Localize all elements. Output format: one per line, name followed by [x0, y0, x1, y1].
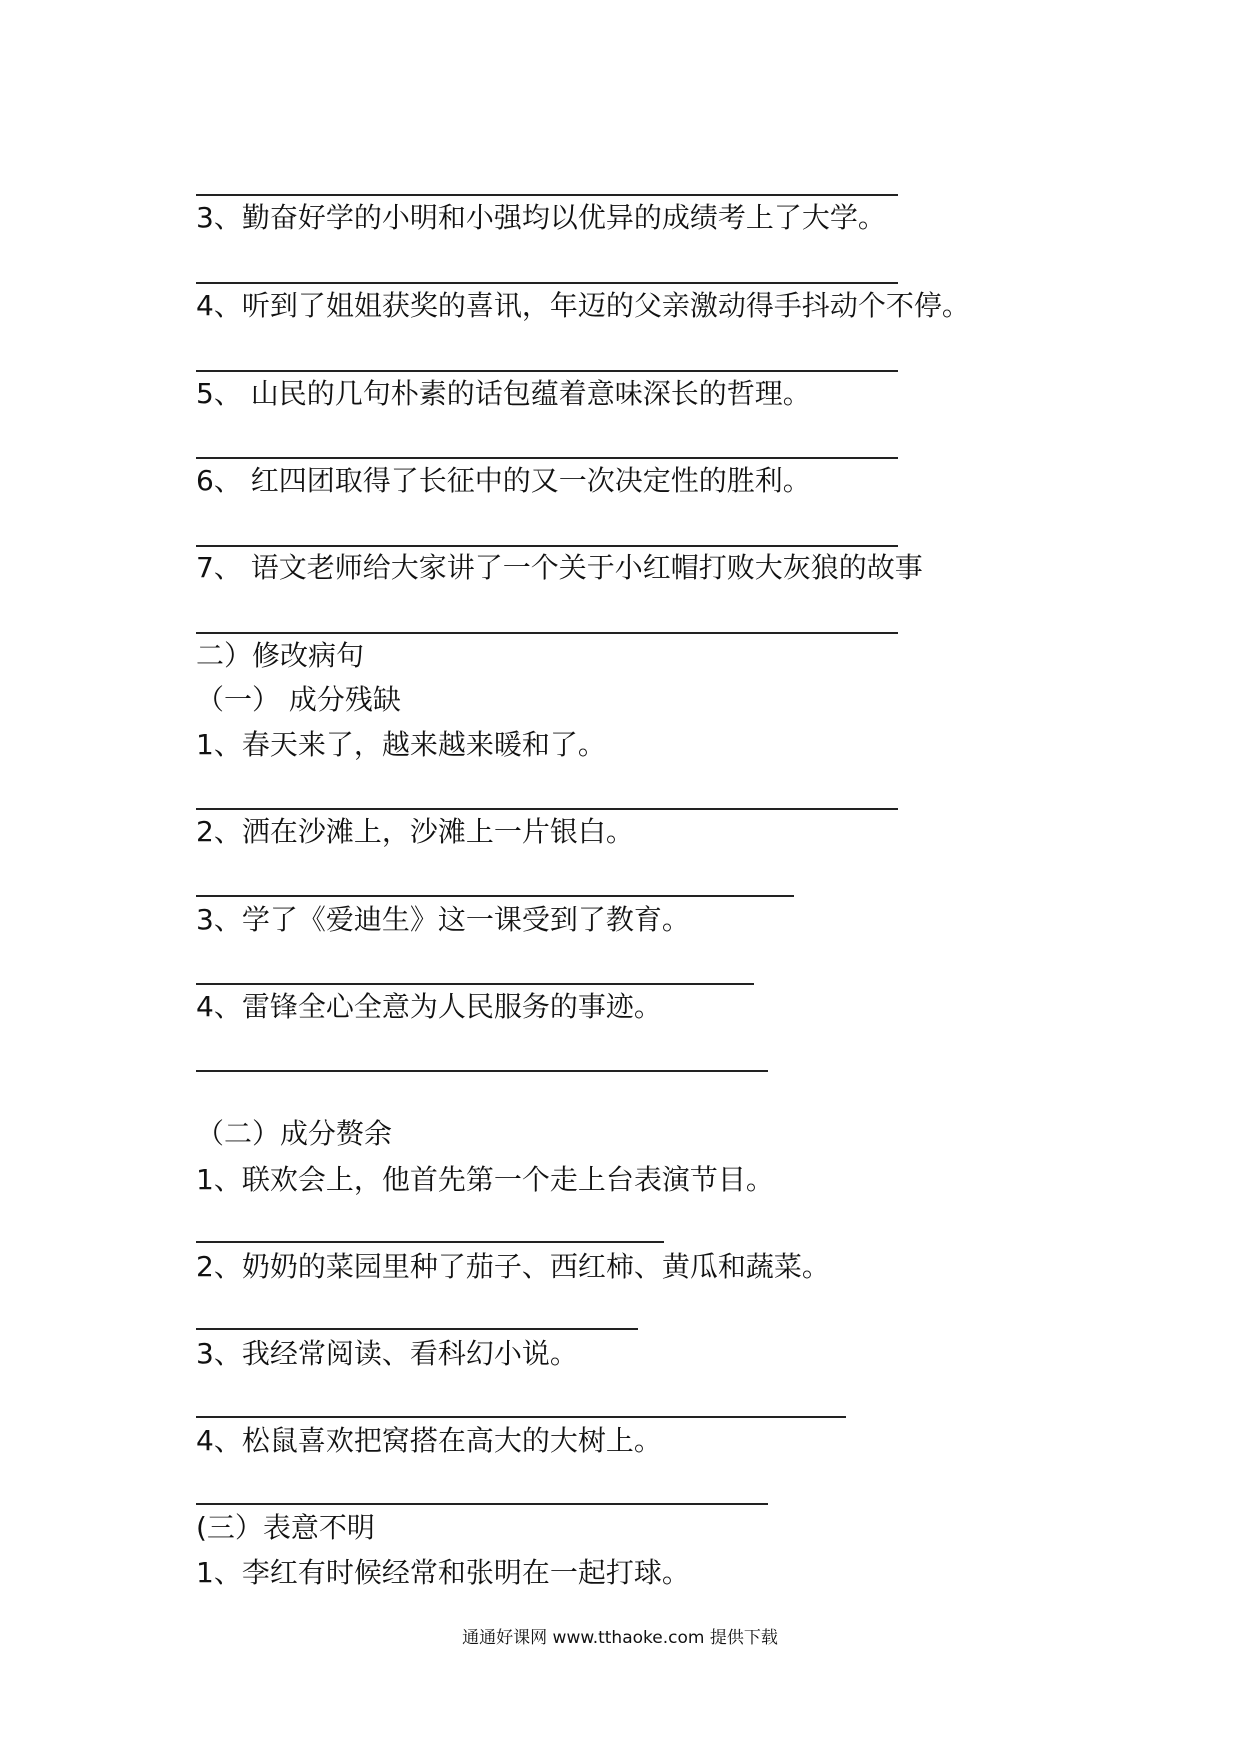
answer-line — [196, 895, 794, 897]
question-item: 4、听到了姐姐获奖的喜讯，年迈的父亲激动得手抖动个不停。 — [196, 289, 970, 322]
group-title: （一） 成分残缺 — [196, 683, 401, 716]
question-item: 1、春天来了，越来越来暖和了。 — [196, 728, 606, 761]
group-title: （二）成分赘余 — [196, 1117, 393, 1150]
question-item: 3、我经常阅读、看科幻小说。 — [196, 1337, 578, 1370]
question-item: 1、李红有时候经常和张明在一起打球。 — [196, 1556, 690, 1589]
question-item: 6、 红四团取得了长征中的又一次决定性的胜利。 — [196, 464, 811, 497]
page-footer: 通通好课网 www.tthaoke.com 提供下载 — [462, 1628, 778, 1648]
question-item: 2、洒在沙滩上，沙滩上一片银白。 — [196, 815, 634, 848]
answer-line — [196, 1241, 664, 1243]
answer-line — [196, 545, 898, 547]
answer-line — [196, 1328, 638, 1330]
answer-line — [196, 1503, 768, 1505]
question-item: 3、学了《爱迪生》这一课受到了教育。 — [196, 903, 690, 936]
question-item: 4、松鼠喜欢把窝搭在高大的大树上。 — [196, 1424, 662, 1457]
answer-line — [196, 370, 898, 372]
question-item: 5、 山民的几句朴素的话包蕴着意味深长的哲理。 — [196, 377, 811, 410]
group-title: (三）表意不明 — [196, 1511, 375, 1544]
answer-line — [196, 983, 754, 985]
question-item: 1、联欢会上，他首先第一个走上台表演节目。 — [196, 1163, 774, 1196]
question-item: 4、雷锋全心全意为人民服务的事迹。 — [196, 990, 662, 1023]
question-item: 7、 语文老师给大家讲了一个关于小红帽打败大灰狼的故事 — [196, 551, 923, 584]
answer-line — [196, 1070, 768, 1072]
answer-line — [196, 632, 898, 634]
answer-line — [196, 457, 898, 459]
question-item: 2、奶奶的菜园里种了茄子、西红柿、黄瓜和蔬菜。 — [196, 1250, 830, 1283]
answer-line — [196, 1416, 846, 1418]
answer-line — [196, 194, 898, 196]
answer-line — [196, 808, 898, 810]
answer-line — [196, 282, 898, 284]
question-item: 3、勤奋好学的小明和小强均以优异的成绩考上了大学。 — [196, 201, 886, 234]
section-title: 二）修改病句 — [196, 639, 365, 672]
